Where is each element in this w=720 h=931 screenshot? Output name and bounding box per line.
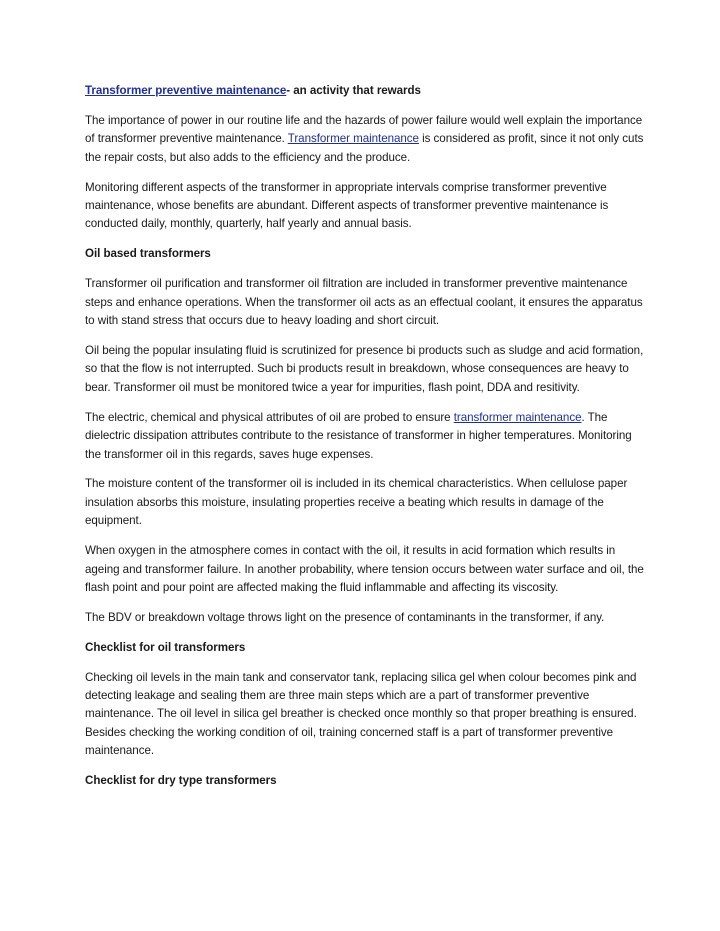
paragraph-attributes <box>85 409 645 464</box>
paragraph-text: The importance of power in our routine life and the hazards of power failure would well explain the importance of transformer preventive maintenance. <box>85 113 643 146</box>
document-body <box>85 82 645 802</box>
paragraph-moisture: The moisture content of the transformer oil is included in its chemical characteristics. When cellulose paper insulation absorbs this moisture, insulating properties receive a beating which results in damage of the equipment. <box>85 477 628 528</box>
paragraph-importance <box>85 112 645 167</box>
paragraph-text: The electric, chemical and physical attributes of oil are probed to ensure <box>85 410 454 424</box>
paragraph-bdv: The BDV or breakdown voltage throws light on the presence of contaminants in the transformer, if any. <box>85 610 605 624</box>
paragraph-oxygen: When oxygen in the atmosphere comes in contact with the oil, it results in acid formation which results in ageing and transformer failure. In another probability, where tension occurs between water surface and oil, the flash point and pour point are affected making the fluid inflammable and affecting its viscosity. <box>85 544 644 594</box>
heading-checklist-oil: Checklist for oil transformers <box>85 640 246 654</box>
paragraph-oil-purification: Transformer oil purification and transformer oil filtration are included in transformer preventive maintenance steps and enhance operations. When the transformer oil acts as an effectual coolant, it ensures the apparatus to with stand stress that occurs due to heavy loading and short circuit. <box>85 277 643 328</box>
paragraph-text: is considered as profit, since it not only cuts the repair costs, but also adds to the efficiency and the produce. <box>85 132 644 164</box>
transformer-maintenance-link-2[interactable]: transformer maintenance <box>453 410 582 424</box>
heading-oil-based: Oil based transformers <box>85 247 211 261</box>
paragraph-insulating-fluid: Oil being the popular insulating fluid is scrutinized for presence bi products such as sludge and acid formation, so that the flow is not interrupted. Such bi products result in breakdown, whose consequences are heavy to bear. Transformer oil must be monitored twice a year for impurities, flash point, DDA and resitivity. <box>85 343 644 394</box>
article-title <box>85 82 645 100</box>
title-link[interactable]: Transformer preventive maintenance <box>85 84 287 97</box>
transformer-maintenance-link-1[interactable]: Transformer maintenance <box>287 132 419 146</box>
paragraph-text: . The dielectric dissipation attributes contribute to the resistance of transformer in higher temperatures. Monitoring the transformer oil in this regards, saves huge expenses. <box>85 410 632 461</box>
paragraph-monitoring: Monitoring different aspects of the transformer in appropriate intervals comprise transformer preventive maintenance, whose benefits are abundant. Different aspects of transformer preventive maintenance is conducted daily, monthly, quarterly, half yearly and annual basis. <box>85 180 609 231</box>
paragraph-checklist-oil: Checking oil levels in the main tank and conservator tank, replacing silica gel when colour becomes pink and detecting leakage and sealing them are three main steps which are a part of transformer preventive maintenance. The oil level in silica gel breather is checked once monthly so that proper breathing is ensured. Besides checking the working condition of oil, training concerned staff is a part of transformer preventive maintenance. <box>85 670 637 758</box>
heading-checklist-dry: Checklist for dry type transformers <box>85 774 277 788</box>
title-rest: - an activity that rewards <box>286 84 421 97</box>
